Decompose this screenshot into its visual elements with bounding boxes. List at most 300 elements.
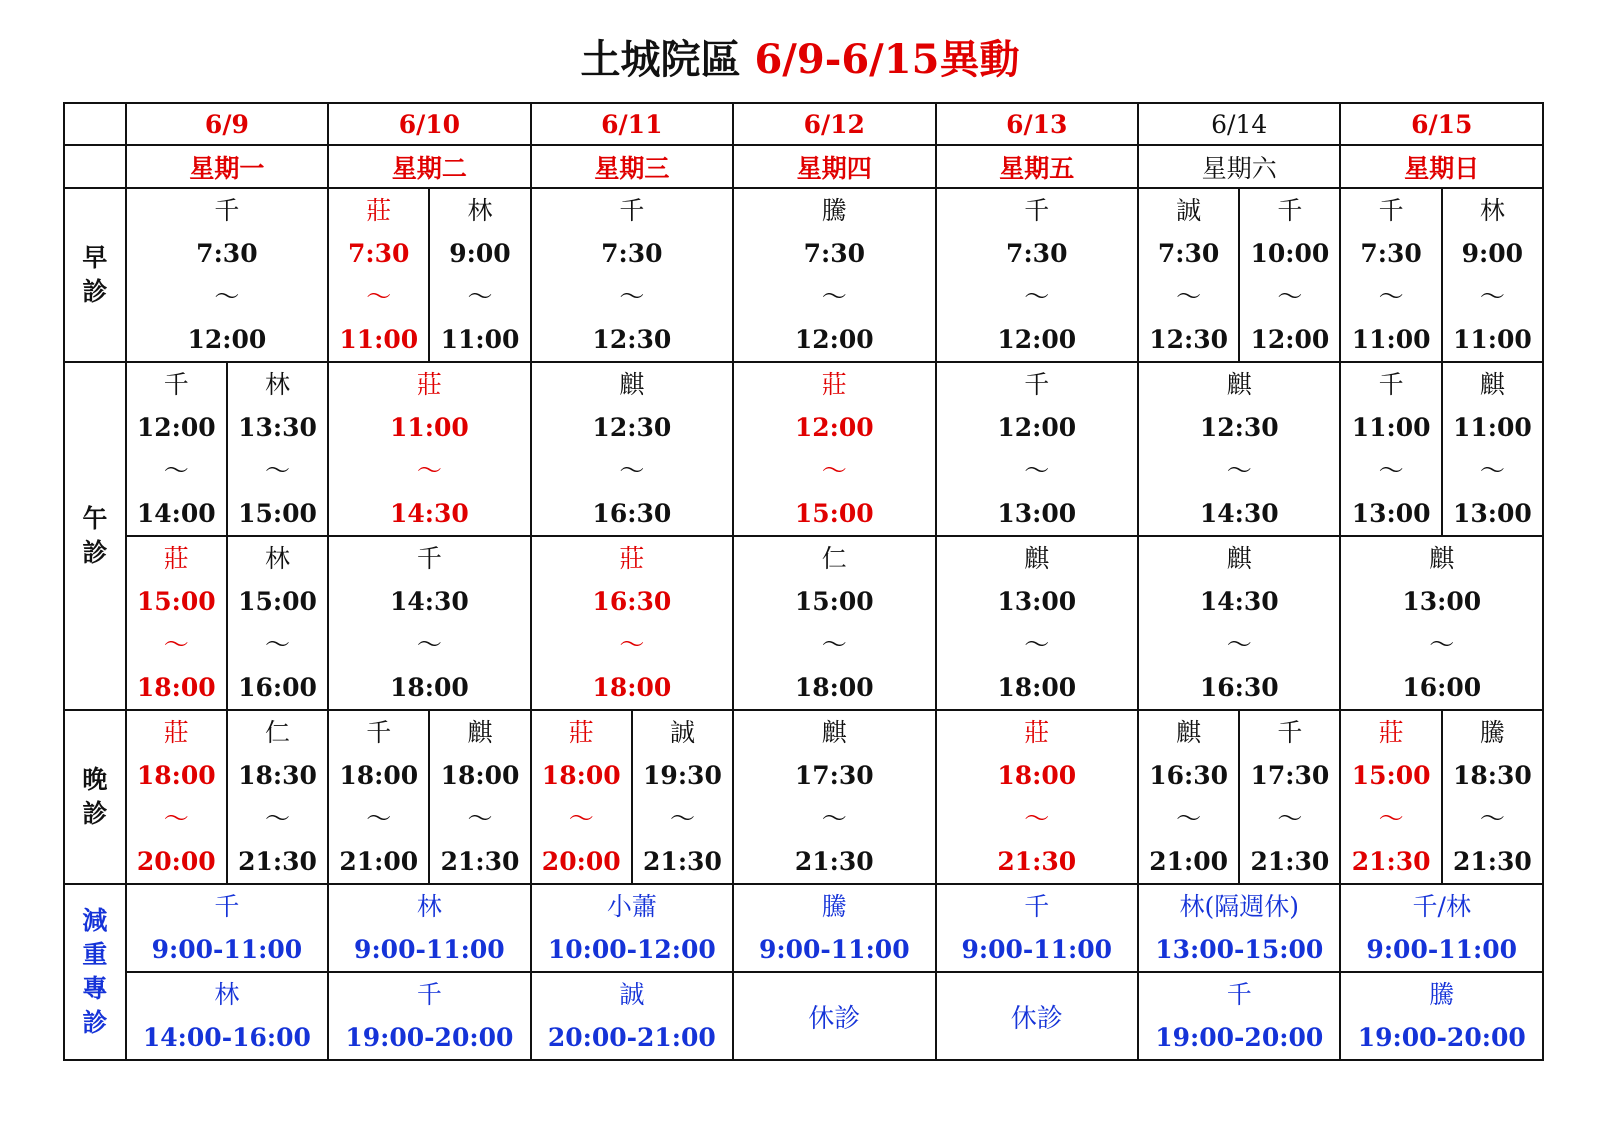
shift-cell	[733, 536, 935, 710]
doctor-name: 麒	[1176, 718, 1202, 747]
weight-clinic-cell	[1138, 972, 1340, 1060]
shift-slot	[329, 711, 428, 883]
shift-cell	[126, 362, 328, 536]
weight-clinic-cell	[733, 884, 935, 972]
end-time: 13:00	[997, 499, 1077, 528]
closed-label: 休診	[808, 1003, 861, 1034]
weight-clinic-cell	[328, 884, 530, 972]
split-slot-cell	[1442, 363, 1542, 535]
weekday-cell: 星期一	[126, 145, 328, 188]
shift-cell	[1138, 188, 1340, 362]
end-time: 15:00	[794, 499, 874, 528]
doctor-name: 千	[1024, 892, 1050, 921]
doctor-name: 莊	[1378, 718, 1404, 747]
tilde-separator: ～	[821, 630, 847, 659]
evening-label: 晚診	[64, 710, 126, 884]
split-slot-cell	[1239, 711, 1339, 883]
shift-slot	[1240, 711, 1339, 883]
doctor-name: 千	[416, 544, 442, 573]
start-time: 12:00	[997, 413, 1077, 442]
tilde-separator: ～	[669, 804, 695, 833]
shift-slot	[734, 537, 934, 709]
tilde-separator: ～	[1176, 804, 1202, 833]
doctor-name: 千	[1378, 370, 1404, 399]
afternoon-row-1	[64, 362, 1543, 536]
split-shift	[532, 711, 732, 883]
split-slot-cell	[227, 537, 327, 709]
end-time: 15:00	[238, 499, 317, 528]
tilde-separator: ～	[1378, 804, 1404, 833]
shift-slot	[1443, 711, 1542, 883]
start-time: 14:30	[1199, 587, 1279, 616]
split-slot-cell	[329, 189, 429, 361]
doctor-name: 林(隔週休)	[1179, 892, 1299, 921]
shift-cell	[531, 536, 733, 710]
start-time: 12:30	[592, 413, 672, 442]
shift-slot	[228, 711, 327, 883]
start-time: 11:00	[389, 413, 469, 442]
tilde-separator: ～	[265, 804, 291, 833]
shift-cell	[936, 362, 1138, 536]
start-time: 18:00	[339, 761, 419, 790]
split-slot-cell	[1341, 363, 1441, 535]
shift-slot	[1139, 363, 1339, 535]
split-shift	[1341, 189, 1542, 361]
split-slot-cell	[1442, 711, 1542, 883]
shift-cell	[328, 362, 530, 536]
start-time: 7:30	[1006, 239, 1068, 268]
split-shift	[1341, 363, 1542, 535]
shift-slot	[329, 537, 529, 709]
tilde-separator: ～	[366, 282, 392, 311]
end-time: 21:00	[339, 847, 419, 876]
shift-cell	[1138, 710, 1340, 884]
doctor-name: 千	[1277, 196, 1303, 225]
shift-slot	[734, 711, 934, 883]
split-slot-cell	[429, 711, 529, 883]
tilde-separator: ～	[1479, 804, 1505, 833]
tilde-separator: ～	[821, 456, 847, 485]
shift-cell	[1340, 536, 1543, 710]
weekday-cell: 星期日	[1340, 145, 1543, 188]
doctor-name: 林	[265, 370, 291, 399]
doctor-name: 騰	[1479, 718, 1505, 747]
split-slot-cell	[1341, 189, 1441, 361]
weekday-cell: 星期六	[1138, 145, 1340, 188]
tilde-separator: ～	[416, 630, 442, 659]
end-time: 14:30	[389, 499, 469, 528]
tilde-separator: ～	[1479, 456, 1505, 485]
start-time: 18:00	[997, 761, 1077, 790]
doctor-name: 誠	[619, 980, 645, 1009]
afternoon-label: 午診	[64, 362, 126, 710]
start-time: 13:30	[238, 413, 317, 442]
weight-clinic-cell	[1138, 884, 1340, 972]
date-cell: 6/10	[328, 103, 530, 145]
start-time: 10:00	[1250, 239, 1330, 268]
doctor-name: 莊	[619, 544, 645, 573]
tilde-separator: ～	[265, 630, 291, 659]
weight-clinic-cell	[733, 972, 935, 1060]
shift-slot	[937, 711, 1137, 883]
tilde-separator: ～	[1277, 804, 1303, 833]
split-slot-cell	[429, 189, 529, 361]
start-time: 12:30	[1199, 413, 1279, 442]
weight-clinic-cell	[126, 972, 328, 1060]
doctor-name: 麒	[467, 718, 493, 747]
doctor-name: 千	[416, 980, 442, 1009]
end-time: 11:00	[1351, 325, 1431, 354]
shift-slot	[937, 537, 1137, 709]
tilde-separator: ～	[366, 804, 392, 833]
weight-clinic-label: 減重專診	[64, 884, 126, 1060]
split-slot-cell	[1139, 189, 1239, 361]
start-time: 15:00	[794, 587, 874, 616]
shift-cell	[328, 710, 530, 884]
morning-row	[64, 188, 1543, 362]
shift-slot	[127, 711, 226, 883]
doctor-name: 仁	[265, 718, 291, 747]
end-time: 16:00	[238, 673, 317, 702]
shift-slot	[734, 189, 934, 361]
doctor-name: 仁	[821, 544, 847, 573]
tilde-separator: ～	[1226, 630, 1252, 659]
end-time: 16:30	[1199, 673, 1279, 702]
weight-clinic-cell	[1340, 884, 1543, 972]
time-range: 9:00-11:00	[1366, 935, 1518, 964]
shift-cell	[126, 188, 328, 362]
split-shift	[1139, 711, 1339, 883]
doctor-name: 千	[214, 196, 240, 225]
tilde-separator: ～	[568, 804, 594, 833]
end-time: 21:30	[997, 847, 1077, 876]
doctor-name: 麒	[821, 718, 847, 747]
start-time: 14:30	[389, 587, 469, 616]
shift-slot	[1341, 189, 1440, 361]
doctor-name: 騰	[1429, 980, 1455, 1009]
doctor-name: 林	[467, 196, 493, 225]
shift-cell	[936, 710, 1138, 884]
tilde-separator: ～	[1226, 456, 1252, 485]
shift-slot	[937, 363, 1137, 535]
morning-label: 早診	[64, 188, 126, 362]
doctor-name: 千	[214, 892, 240, 921]
start-time: 15:00	[1351, 761, 1431, 790]
doctor-name: 騰	[821, 892, 847, 921]
end-time: 18:00	[136, 673, 216, 702]
start-time: 7:30	[196, 239, 258, 268]
tilde-separator: ～	[1378, 456, 1404, 485]
end-time: 13:00	[1351, 499, 1431, 528]
shift-cell	[1138, 536, 1340, 710]
shift-slot	[1443, 189, 1542, 361]
weight-clinic-cell	[531, 884, 733, 972]
start-time: 7:30	[348, 239, 410, 268]
split-shift	[329, 189, 529, 361]
split-shift	[127, 711, 327, 883]
time-range: 13:00-15:00	[1155, 935, 1324, 964]
doctor-name: 誠	[669, 718, 695, 747]
start-time: 16:30	[1149, 761, 1229, 790]
end-time: 21:30	[1351, 847, 1431, 876]
split-slot-cell	[1341, 711, 1441, 883]
time-range: 9:00-11:00	[354, 935, 505, 964]
doctor-name: 千	[163, 370, 189, 399]
split-slot-cell	[532, 711, 632, 883]
shift-slot	[532, 363, 732, 535]
date-cell: 6/9	[126, 103, 328, 145]
shift-slot	[127, 537, 226, 709]
weight-clinic-cell	[531, 972, 733, 1060]
weight-clinic-cell	[126, 884, 328, 972]
start-time: 19:30	[643, 761, 722, 790]
shift-cell	[733, 362, 935, 536]
shift-cell	[531, 188, 733, 362]
end-time: 20:00	[541, 847, 621, 876]
end-time: 11:00	[1452, 325, 1532, 354]
shift-slot	[228, 363, 327, 535]
end-time: 16:30	[592, 499, 672, 528]
split-slot-cell	[127, 711, 227, 883]
time-range: 19:00-20:00	[345, 1023, 514, 1052]
doctor-name: 林	[265, 544, 291, 573]
shift-cell	[531, 710, 733, 884]
end-time: 14:00	[136, 499, 216, 528]
split-shift	[127, 537, 327, 709]
start-time: 11:00	[1452, 413, 1532, 442]
weight-clinic-cell	[936, 884, 1138, 972]
start-time: 15:00	[136, 587, 216, 616]
shift-cell	[126, 710, 328, 884]
shift-cell	[936, 536, 1138, 710]
weight-clinic-row-2	[64, 972, 1543, 1060]
split-slot-cell	[1442, 189, 1542, 361]
split-slot-cell	[1139, 711, 1239, 883]
doctor-name: 誠	[1176, 196, 1202, 225]
start-time: 18:30	[1452, 761, 1532, 790]
tilde-separator: ～	[1378, 282, 1404, 311]
end-time: 21:30	[643, 847, 722, 876]
doctor-name: 小蕭	[606, 892, 657, 921]
shift-slot	[1341, 711, 1440, 883]
shift-slot	[1139, 537, 1339, 709]
end-time: 18:00	[794, 673, 874, 702]
end-time: 16:00	[1402, 673, 1482, 702]
tilde-separator: ～	[214, 282, 240, 311]
end-time: 11:00	[339, 325, 419, 354]
doctor-name: 莊	[416, 370, 442, 399]
start-time: 12:00	[136, 413, 216, 442]
weight-clinic-row-1	[64, 884, 1543, 972]
doctor-name: 麒	[1429, 544, 1455, 573]
start-time: 13:00	[997, 587, 1077, 616]
shift-slot	[532, 189, 732, 361]
end-time: 12:30	[1149, 325, 1229, 354]
corner-cell	[64, 103, 126, 145]
tilde-separator: ～	[163, 456, 189, 485]
split-slot-cell	[127, 363, 227, 535]
time-range: 19:00-20:00	[1357, 1023, 1526, 1052]
start-time: 18:00	[136, 761, 216, 790]
shift-cell	[1340, 188, 1543, 362]
start-time: 16:30	[592, 587, 672, 616]
split-shift	[1139, 189, 1339, 361]
tilde-separator: ～	[1277, 282, 1303, 311]
time-range: 9:00-11:00	[151, 935, 303, 964]
doctor-name: 千	[1378, 196, 1404, 225]
shift-cell	[1340, 362, 1543, 536]
doctor-name: 麒	[1479, 370, 1505, 399]
corner-cell	[64, 145, 126, 188]
date-cell: 6/14	[1138, 103, 1340, 145]
shift-slot	[1341, 363, 1440, 535]
split-shift	[127, 363, 327, 535]
doctor-name: 麒	[1226, 370, 1252, 399]
split-slot-cell	[227, 711, 327, 883]
end-time: 14:30	[1199, 499, 1279, 528]
shift-cell	[733, 188, 935, 362]
doctor-name: 林	[214, 980, 240, 1009]
split-slot-cell	[329, 711, 429, 883]
end-time: 18:00	[997, 673, 1077, 702]
shift-slot	[532, 537, 732, 709]
shift-slot	[430, 711, 529, 883]
start-time: 9:00	[1461, 239, 1524, 268]
end-time: 12:00	[1250, 325, 1330, 354]
end-time: 21:30	[794, 847, 874, 876]
shift-slot	[127, 189, 327, 361]
shift-cell	[1138, 362, 1340, 536]
end-time: 11:00	[440, 325, 520, 354]
doctor-name: 千	[1226, 980, 1252, 1009]
shift-cell	[328, 536, 530, 710]
afternoon-row-2	[64, 536, 1543, 710]
shift-slot	[532, 711, 631, 883]
doctor-name: 林	[416, 892, 442, 921]
start-time: 13:00	[1402, 587, 1482, 616]
time-range: 9:00-11:00	[961, 935, 1113, 964]
weekday-cell: 星期三	[531, 145, 733, 188]
split-shift	[1341, 711, 1542, 883]
shift-cell	[531, 362, 733, 536]
split-slot-cell	[1239, 189, 1339, 361]
tilde-separator: ～	[1024, 282, 1050, 311]
shift-cell	[328, 188, 530, 362]
title-campus: 土城院區	[580, 36, 741, 83]
tilde-separator: ～	[467, 282, 493, 311]
start-time: 11:00	[1351, 413, 1431, 442]
start-time: 9:00	[449, 239, 511, 268]
end-time: 18:00	[389, 673, 469, 702]
tilde-separator: ～	[1176, 282, 1202, 311]
doctor-name: 莊	[1024, 718, 1050, 747]
doctor-name: 莊	[821, 370, 847, 399]
time-range: 10:00-12:00	[547, 935, 716, 964]
shift-slot	[329, 363, 529, 535]
date-cell: 6/15	[1340, 103, 1543, 145]
start-time: 7:30	[803, 239, 865, 268]
end-time: 21:30	[238, 847, 317, 876]
shift-cell	[936, 188, 1138, 362]
weekday-row	[64, 145, 1543, 188]
shift-slot	[734, 363, 934, 535]
tilde-separator: ～	[1024, 456, 1050, 485]
end-time: 12:30	[592, 325, 672, 354]
split-slot-cell	[127, 537, 227, 709]
tilde-separator: ～	[821, 804, 847, 833]
doctor-name: 麒	[1226, 544, 1252, 573]
tilde-separator: ～	[467, 804, 493, 833]
weight-clinic-cell	[328, 972, 530, 1060]
end-time: 12:00	[997, 325, 1077, 354]
doctor-name: 千	[619, 196, 645, 225]
doctor-name: 千	[1024, 370, 1050, 399]
start-time: 7:30	[1157, 239, 1220, 268]
shift-slot	[1341, 537, 1542, 709]
start-time: 17:30	[794, 761, 874, 790]
title-date-range: 6/9-6/15異動	[754, 36, 1020, 83]
end-time: 18:00	[592, 673, 672, 702]
split-shift	[329, 711, 529, 883]
tilde-separator: ～	[1479, 282, 1505, 311]
doctor-name: 千/林	[1412, 892, 1471, 921]
tilde-separator: ～	[619, 456, 645, 485]
tilde-separator: ～	[1024, 804, 1050, 833]
shift-slot	[937, 189, 1137, 361]
weekday-cell: 星期五	[936, 145, 1138, 188]
shift-slot	[127, 363, 226, 535]
end-time: 20:00	[136, 847, 216, 876]
date-cell: 6/13	[936, 103, 1138, 145]
start-time: 7:30	[1360, 239, 1422, 268]
doctor-name: 騰	[821, 196, 847, 225]
closed-label: 休診	[1010, 1003, 1063, 1034]
tilde-separator: ～	[163, 630, 189, 659]
start-time: 15:00	[238, 587, 317, 616]
doctor-name: 千	[366, 718, 392, 747]
start-time: 18:00	[541, 761, 621, 790]
doctor-name: 莊	[163, 544, 189, 573]
tilde-separator: ～	[416, 456, 442, 485]
doctor-name: 莊	[366, 196, 392, 225]
shift-cell	[126, 536, 328, 710]
shift-slot	[228, 537, 327, 709]
tilde-separator: ～	[619, 282, 645, 311]
shift-slot	[1240, 189, 1339, 361]
date-row	[64, 103, 1543, 145]
time-range: 19:00-20:00	[1155, 1023, 1324, 1052]
start-time: 17:30	[1250, 761, 1330, 790]
doctor-name: 千	[1024, 196, 1050, 225]
doctor-name: 麒	[619, 370, 645, 399]
page-title	[0, 34, 1600, 86]
doctor-name: 麒	[1024, 544, 1050, 573]
tilde-separator: ～	[821, 282, 847, 311]
weekday-cell: 星期四	[733, 145, 935, 188]
tilde-separator: ～	[265, 456, 291, 485]
shift-slot	[1139, 189, 1238, 361]
weekday-cell: 星期二	[328, 145, 530, 188]
end-time: 12:00	[794, 325, 874, 354]
start-time: 18:30	[238, 761, 317, 790]
end-time: 12:00	[187, 325, 267, 354]
shift-slot	[633, 711, 732, 883]
tilde-separator: ～	[619, 630, 645, 659]
weight-clinic-cell	[936, 972, 1138, 1060]
end-time: 21:30	[1250, 847, 1330, 876]
time-range: 20:00-21:00	[547, 1023, 716, 1052]
evening-row	[64, 710, 1543, 884]
